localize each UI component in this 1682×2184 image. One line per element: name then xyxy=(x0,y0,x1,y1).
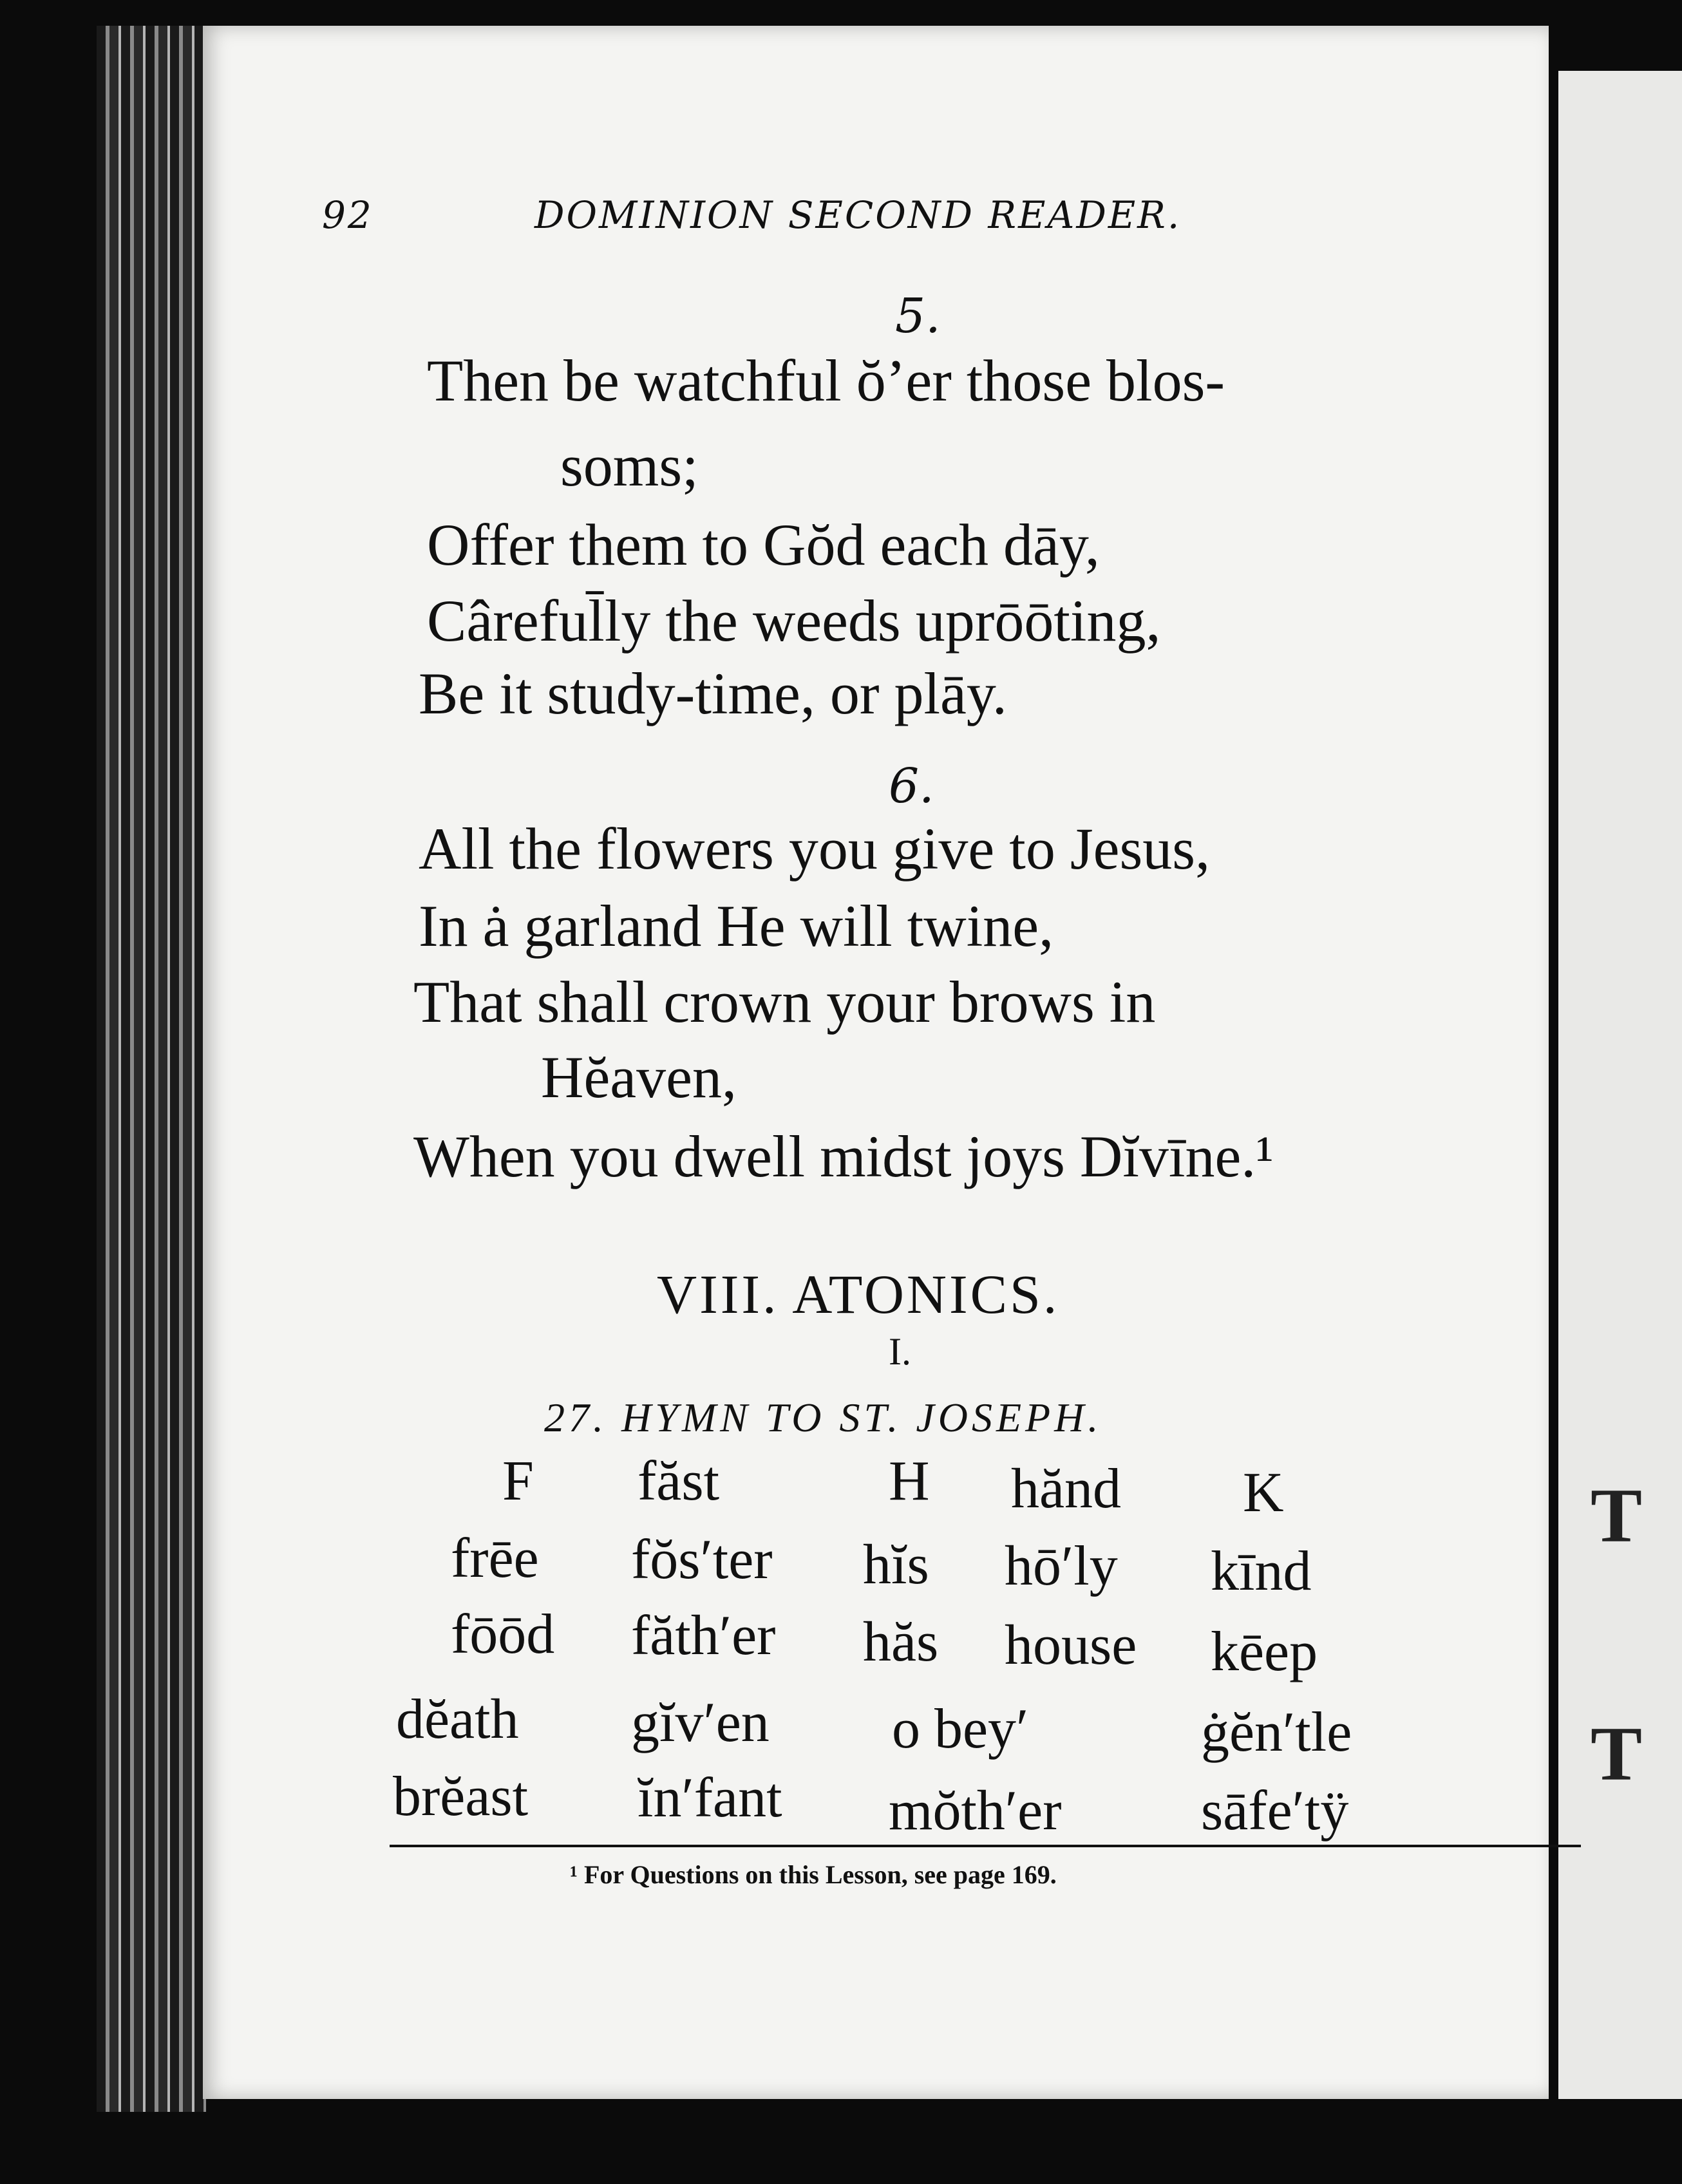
word-cell: frēe xyxy=(451,1527,539,1590)
verse-line: Hĕaven, xyxy=(541,1044,737,1110)
word-cell: sāfe′tÿ xyxy=(1201,1780,1349,1842)
page-number: 92 xyxy=(322,193,373,237)
word-cell: K xyxy=(1243,1462,1284,1524)
verse-line: Then be watchful ŏ’er those blos- xyxy=(427,348,1225,413)
word-cell: hĭs xyxy=(863,1534,929,1596)
word-cell: mŏth′er xyxy=(889,1780,1062,1842)
word-cell: kēep xyxy=(1211,1621,1318,1683)
stanza-number: 6. xyxy=(889,758,934,814)
word-cell: ĭn′fant xyxy=(638,1767,782,1829)
running-head xyxy=(322,193,1182,237)
word-cell: o bey′ xyxy=(892,1698,1029,1760)
word-cell: ġĕn′tle xyxy=(1201,1701,1352,1764)
adjacent-page-mark: T xyxy=(1591,1473,1643,1558)
word-cell: gĭv′en xyxy=(631,1691,770,1754)
verse-line: Be it study-time, or plāy. xyxy=(419,661,1007,726)
word-cell: hănd xyxy=(1011,1458,1122,1520)
word-cell: kīnd xyxy=(1211,1540,1312,1603)
word-cell: house xyxy=(1005,1614,1137,1677)
word-cell: hō′ly xyxy=(1005,1535,1118,1597)
stanza-number: 5. xyxy=(895,288,941,344)
hymn-title: 27. HYMN TO ST. JOSEPH. xyxy=(544,1395,1102,1440)
running-title: DOMINION SECOND READER. xyxy=(534,193,1182,237)
word-cell: brĕast xyxy=(393,1765,529,1828)
adjacent-page-edge xyxy=(1558,71,1682,2099)
word-cell: dĕath xyxy=(396,1688,519,1751)
verse-line: Offer them to Gŏd each dāy, xyxy=(427,512,1100,578)
word-cell: F xyxy=(502,1450,534,1512)
adjacent-page-mark: T xyxy=(1591,1711,1643,1796)
verse-line: All the flowers you give to Jesus, xyxy=(419,816,1211,881)
book-spine xyxy=(97,26,206,2112)
word-cell: H xyxy=(889,1450,930,1512)
word-cell: făth′er xyxy=(631,1605,776,1667)
word-cell: făst xyxy=(638,1450,720,1512)
lesson-title: VIII. ATONICS. xyxy=(657,1263,1060,1325)
verse-line: When you dwell midst joys Dĭvīne.¹ xyxy=(413,1124,1274,1189)
verse-line: In ȧ garland He will twine, xyxy=(419,893,1054,959)
word-cell: hăs xyxy=(863,1611,939,1673)
footnote: ¹ For Questions on this Lesson, see page 169. xyxy=(570,1860,1057,1889)
word-cell: fōōd xyxy=(451,1603,555,1666)
verse-line: Câreful̄ly the weeds uprōōting, xyxy=(427,588,1161,654)
word-cell: fŏs′ter xyxy=(631,1529,773,1591)
footnote-rule xyxy=(390,1845,1581,1847)
verse-line: That shall crown your brows in xyxy=(413,969,1156,1035)
lesson-subtitle: I. xyxy=(889,1330,911,1373)
verse-line: soms; xyxy=(560,433,699,498)
